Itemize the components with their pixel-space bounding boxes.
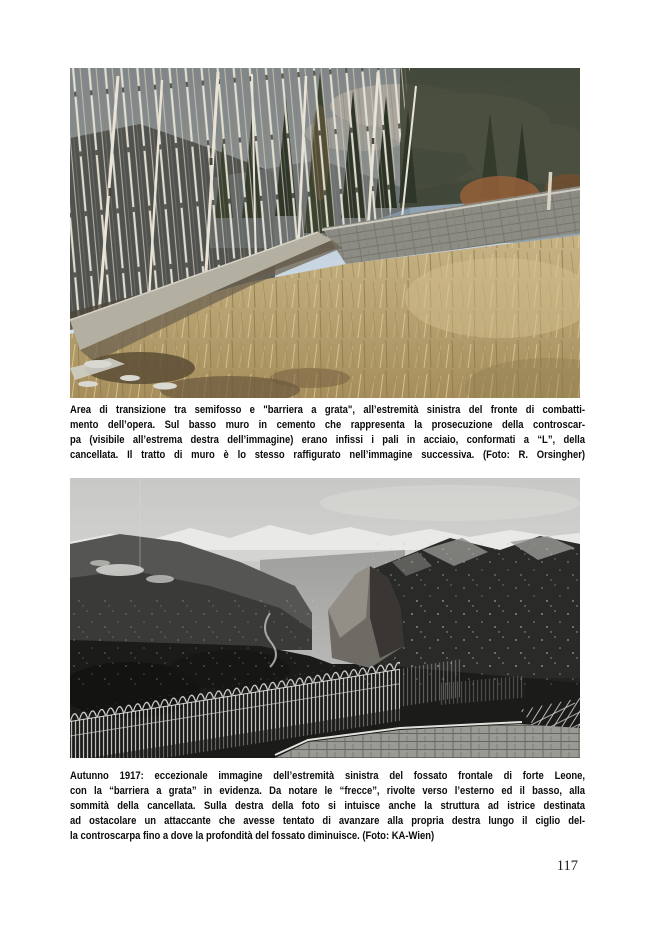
photo-transition-area-illustration xyxy=(70,68,580,398)
photo-forte-leone-illustration xyxy=(70,478,580,758)
caption-line: Autunno 1917: eccezionale immagine dell’estremità sinistra del fossato frontale di forte Leone, xyxy=(70,770,586,782)
caption-line: mento dell’opera. Sul basso muro in cemento che rappresenta la prosecuzione della controscar- xyxy=(70,419,586,431)
figure1-caption xyxy=(70,403,585,463)
photo-forte-leone-1917 xyxy=(70,478,580,758)
caption-line: Area di transizione tra semifosso e "barriera a grata", all’estremità sinistra del fronte di combatti- xyxy=(70,404,586,416)
caption-line: cancellata. Il tratto di muro è lo stesso raffigurato nell’immagine successiva. (Foto: R. Orsingher) xyxy=(70,449,586,461)
figure2-caption xyxy=(70,769,585,844)
caption-line: pa (visibile all’estrema destra dell’immagine) erano infissi i pali in acciaio, conformati a “L”, della xyxy=(70,434,586,446)
page-number: 117 xyxy=(556,858,578,874)
sky-streak xyxy=(320,485,580,521)
caption-line: la controscarpa fino a dove la profondità del fossato diminuisce. (Foto: KA-Wien) xyxy=(70,830,435,842)
caption-line: con la “barriera a grata” in evidenza. Da notare le “frecce”, rivolte verso l’esterno ed il basso, alla xyxy=(70,785,586,797)
caption-line: ad ostacolare un attaccante che avesse tentato di avanzare alla propria destra lungo il ciglio del- xyxy=(70,815,586,827)
caption-line: sommità della cancellata. Sulla destra della foto si intuisce anche la struttura ad istrice destinata xyxy=(70,800,586,812)
photo-transition-area xyxy=(70,68,580,398)
